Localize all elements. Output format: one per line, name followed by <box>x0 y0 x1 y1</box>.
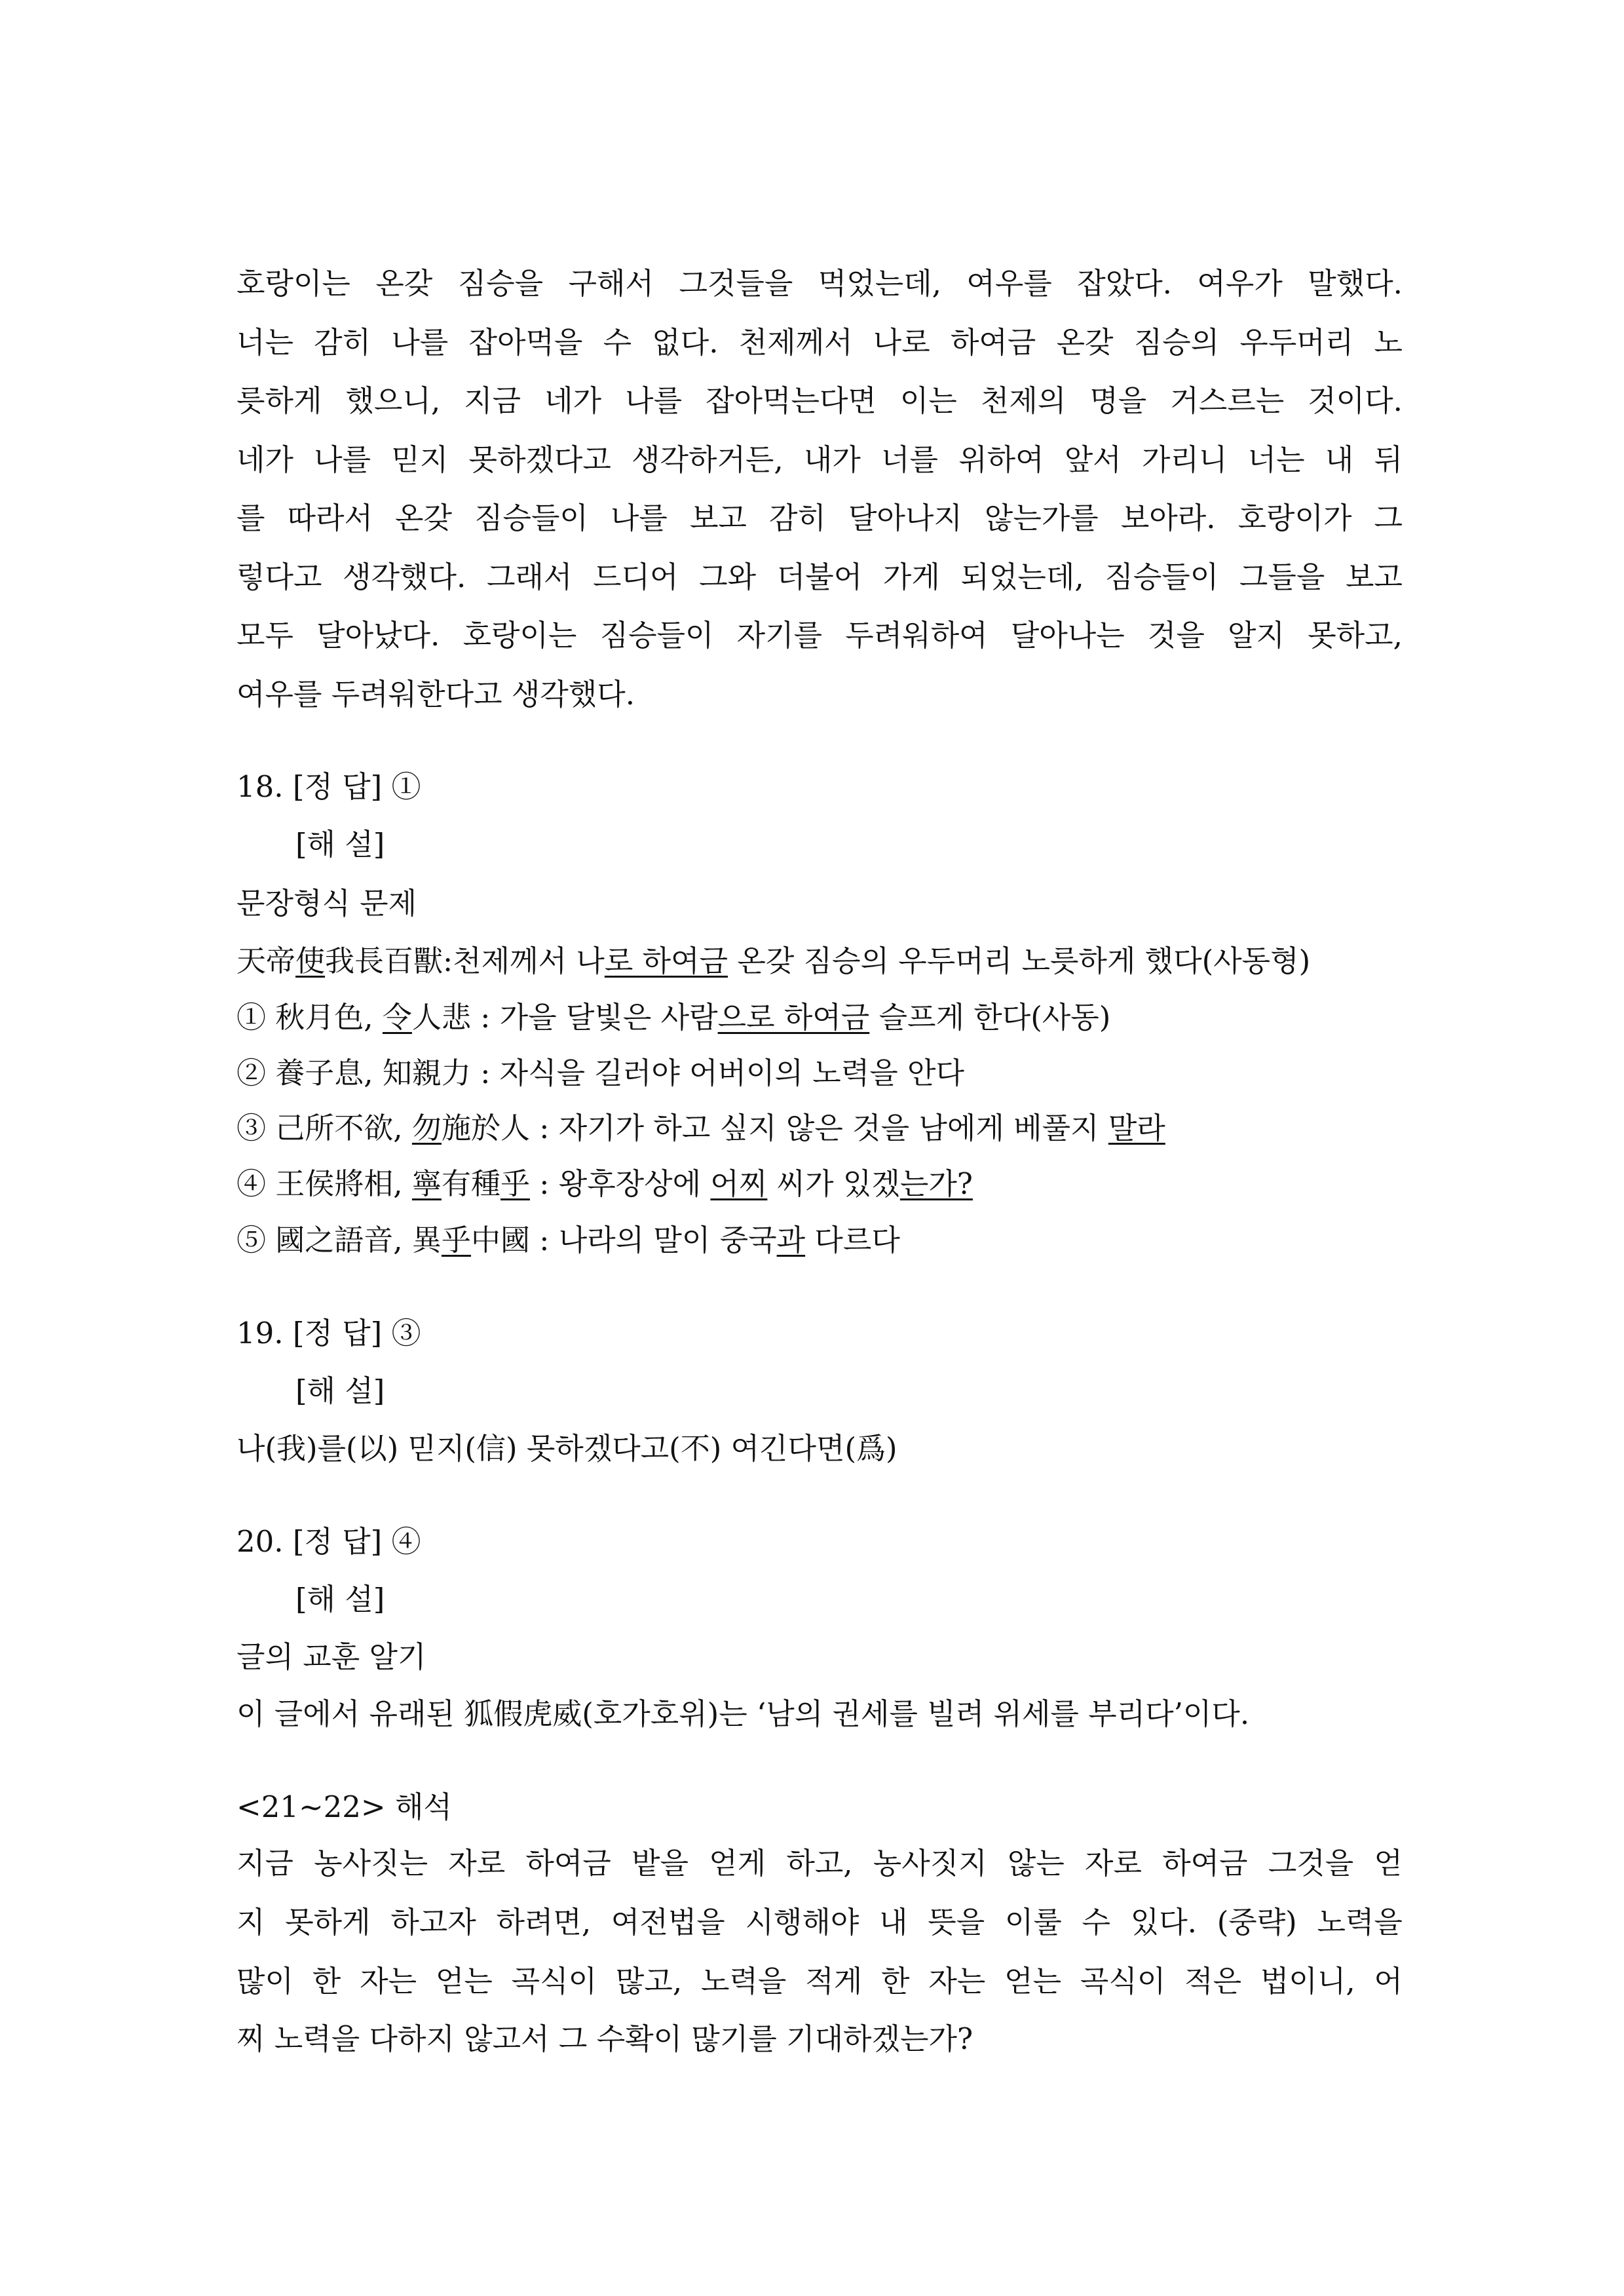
explanation-label: [해 설] <box>295 827 385 862</box>
word: 자로 <box>1085 1846 1142 1881</box>
underlined-text: 말라 <box>1108 1111 1165 1145</box>
word: 명을 <box>1089 383 1147 418</box>
underlined-text: 과 <box>776 1223 806 1257</box>
word: 수 <box>603 325 632 360</box>
translation-line <box>236 1962 1403 2001</box>
word: 얻 <box>1374 1846 1403 1881</box>
word: 잡아먹는다면 <box>706 383 877 418</box>
option-3 <box>236 1109 1165 1148</box>
word: 천제의 <box>980 383 1067 418</box>
word: 이는 <box>899 383 957 418</box>
word: 말했다. <box>1308 266 1403 301</box>
word: 뜻을 <box>928 1905 985 1940</box>
word: 않는가를 <box>984 501 1099 535</box>
word: 거스르는 <box>1170 383 1285 418</box>
word: 농사짓지 <box>873 1846 987 1881</box>
word: 너를 <box>881 442 938 477</box>
word: 하여금 <box>950 325 1036 360</box>
option-1 <box>236 998 1110 1037</box>
text-segment: : 왕후장상에 <box>529 1166 711 1201</box>
word: 위하여 <box>958 442 1044 477</box>
word: 너는 <box>1247 442 1305 477</box>
word: 따라서 <box>287 501 373 535</box>
text-segment: 有種 <box>441 1166 500 1201</box>
word: 모두 <box>236 618 293 653</box>
word: 얻는 <box>1004 1964 1062 1999</box>
word: 보아라. <box>1120 501 1216 535</box>
word: 있다. <box>1130 1905 1197 1940</box>
text-segment: 人悲 : 가을 달빛은 사람 <box>411 1000 718 1035</box>
underlined-text: 使 <box>295 944 326 978</box>
word: 하고자 <box>390 1905 476 1940</box>
word: 어 <box>1374 1964 1403 1999</box>
word: 많고, <box>615 1964 683 1999</box>
word: 나를 <box>610 501 668 535</box>
underlined-text: 寧 <box>411 1166 442 1201</box>
option-4 <box>236 1164 973 1204</box>
text-segment: ④ 王侯將相, <box>236 1166 412 1201</box>
text-segment: ⑤ 國之語音, 異 <box>236 1223 442 1257</box>
word: 지금 <box>464 383 521 418</box>
underlined-text: 勿 <box>411 1111 442 1145</box>
answer-header: 18. [정 답] ① <box>236 769 421 804</box>
word: 생각했다. <box>343 560 466 594</box>
word: 가게 <box>882 560 940 594</box>
word: 천제께서 <box>738 325 853 360</box>
word: 릇하게 <box>236 383 322 418</box>
word: 자는 <box>928 1964 986 1999</box>
word: 많이 <box>236 1964 293 1999</box>
word: 달아나지 <box>848 501 962 535</box>
question-topic: 글의 교훈 알기 <box>236 1639 426 1674</box>
passage-line <box>236 264 1403 303</box>
word: 자는 <box>360 1964 417 1999</box>
word: 앞서 <box>1064 442 1122 477</box>
word: 노력을 <box>1317 1905 1403 1940</box>
option-2 <box>236 1054 964 1093</box>
word: 두려워하여 <box>845 618 988 653</box>
word: 온갖 <box>375 266 433 301</box>
explanation-label: [해 설] <box>295 1373 385 1408</box>
word: 못하게 <box>285 1905 371 1940</box>
text-segment: 中國 : 나라의 말이 중국 <box>470 1223 777 1257</box>
word: 보고 <box>689 501 747 535</box>
passage-line <box>236 616 1403 655</box>
explanation-label: [해 설] <box>295 1582 385 1617</box>
word: 그것을 <box>1268 1846 1354 1881</box>
word: 뒤 <box>1374 442 1403 477</box>
word: 드디어 <box>593 560 679 594</box>
word: 하여금 <box>1162 1846 1248 1881</box>
text-segment: 온갖 짐승의 우두머리 노릇하게 했다(사동형) <box>728 944 1311 978</box>
text-segment: 슬프게 한다(사동) <box>869 1000 1111 1035</box>
word: 여전법을 <box>611 1905 725 1940</box>
text-segment: ③ 己所不欲, <box>236 1111 412 1145</box>
word: 내 <box>879 1905 908 1940</box>
word: 잡아먹을 <box>468 325 583 360</box>
word: 나를 <box>625 383 683 418</box>
word: 것을 <box>1147 618 1205 653</box>
word: 자기를 <box>736 618 823 653</box>
section-heading: <21~22> 해석 <box>236 1789 452 1824</box>
word: 수 <box>1082 1905 1111 1940</box>
word: 감히 <box>768 501 826 535</box>
text-segment: ① 秋月色, <box>236 1000 383 1035</box>
word: 한 <box>881 1964 910 1999</box>
word: 짐승을 <box>457 266 544 301</box>
text-segment: 我長百獸:천제께서 나 <box>325 944 605 978</box>
word: 믿지 <box>391 442 449 477</box>
word: 적게 <box>805 1964 863 1999</box>
word: 자로 <box>448 1846 506 1881</box>
word: 하고, <box>786 1846 853 1881</box>
word: 짐승의 <box>1133 325 1220 360</box>
word: 없다. <box>652 325 719 360</box>
word: 그와 <box>699 560 757 594</box>
word: 렇다고 <box>236 560 322 594</box>
explanation-text: 나(我)를(以) 믿지(信) 못하겠다고(不) 여긴다면(爲) <box>236 1431 897 1466</box>
word: 감히 <box>314 325 371 360</box>
word: 더불어 <box>776 560 863 594</box>
translation-line <box>236 1844 1403 1883</box>
word: 온갖 <box>395 501 452 535</box>
passage-line <box>236 440 1403 480</box>
word: 를 <box>236 501 265 535</box>
underlined-text: 는가? <box>899 1166 973 1201</box>
word: 밭을 <box>632 1846 689 1881</box>
word: 달아나는 <box>1010 618 1125 653</box>
underlined-text: 으로 하여금 <box>717 1000 870 1035</box>
word: 곡식이 <box>1080 1964 1166 1999</box>
word: 우두머리 <box>1239 325 1354 360</box>
passage-line: 여우를 두려워한다고 생각했다. <box>236 677 635 712</box>
passage-line <box>236 381 1403 421</box>
word: 못하겠다고 <box>468 442 611 477</box>
word: 나를 <box>314 442 371 477</box>
word: 내가 <box>803 442 861 477</box>
word: 호랑이는 <box>236 266 350 301</box>
word: 호랑이는 <box>463 618 577 653</box>
text-segment: 施於人 : 자기가 하고 싶지 않은 것을 남에게 베풀지 <box>441 1111 1108 1145</box>
word: 나를 <box>391 325 449 360</box>
word: 호랑이가 <box>1237 501 1352 535</box>
word: 내 <box>1325 442 1354 477</box>
text-segment: 다르다 <box>805 1223 900 1257</box>
word: 하여금 <box>525 1846 611 1881</box>
word: 되었는데, <box>960 560 1084 594</box>
word: 것이다. <box>1308 383 1403 418</box>
text-segment: 天帝 <box>236 944 296 978</box>
word: 시행해야 <box>745 1905 859 1940</box>
example-sentence <box>236 942 1310 981</box>
question-topic: 문장형식 문제 <box>236 886 417 921</box>
passage-line <box>236 558 1403 597</box>
word: 노 <box>1374 325 1403 360</box>
word: 짐승들이 <box>599 618 714 653</box>
option-5 <box>236 1221 900 1260</box>
word: 온갖 <box>1056 325 1114 360</box>
underlined-text: 乎 <box>441 1223 471 1257</box>
word: 나로 <box>873 325 930 360</box>
word: 먹었는데, <box>818 266 941 301</box>
answer-header: 20. [정 답] ④ <box>236 1524 421 1559</box>
word: 않는 <box>1007 1846 1065 1881</box>
word: 그것들을 <box>679 266 793 301</box>
word: 네가 <box>236 442 293 477</box>
word: 했으니, <box>345 383 441 418</box>
word: 잡았다. <box>1077 266 1172 301</box>
word: 너는 <box>236 325 293 360</box>
answer-header: 19. [정 답] ③ <box>236 1316 421 1350</box>
word: 하려면, <box>496 1905 592 1940</box>
word: 한 <box>312 1964 341 1999</box>
word: 그들을 <box>1239 560 1325 594</box>
underlined-text: 乎 <box>500 1166 530 1201</box>
word: 알지 <box>1228 618 1285 653</box>
word: 곡식이 <box>511 1964 597 1999</box>
word: 구해서 <box>568 266 654 301</box>
text-segment: ② 養子息, 知親力 : 자식을 길러야 어버이의 노력을 안다 <box>236 1056 964 1090</box>
word: 이룰 <box>1004 1905 1062 1940</box>
word: (중략) <box>1217 1905 1297 1940</box>
word: 여우를 <box>966 266 1052 301</box>
passage-line <box>236 323 1403 362</box>
word: 짐승들이 <box>474 501 588 535</box>
translation-line <box>236 1903 1403 1942</box>
word: 달아났다. <box>316 618 440 653</box>
word: 농사짓는 <box>314 1846 428 1881</box>
underlined-text: 令 <box>382 1000 412 1035</box>
word: 적은 <box>1184 1964 1242 1999</box>
word: 네가 <box>544 383 602 418</box>
translation-line: 찌 노력을 다하지 않고서 그 수확이 많기를 기대하겠는가? <box>236 2021 973 2056</box>
passage-line <box>236 499 1403 538</box>
underlined-text: 로 하여금 <box>604 944 728 978</box>
word: 여우가 <box>1197 266 1283 301</box>
word: 가리니 <box>1141 442 1228 477</box>
word: 짐승들이 <box>1105 560 1219 594</box>
word: 노력을 <box>700 1964 787 1999</box>
word: 못하고, <box>1308 618 1403 653</box>
word: 보고 <box>1346 560 1403 594</box>
word: 법이니, <box>1260 1964 1355 1999</box>
word: 지금 <box>236 1846 293 1881</box>
underlined-text: 어찌 <box>710 1166 768 1201</box>
word: 생각하거든, <box>632 442 784 477</box>
word: 얻는 <box>435 1964 493 1999</box>
word: 그래서 <box>486 560 573 594</box>
word: 지 <box>236 1905 265 1940</box>
explanation-text: 이 글에서 유래된 狐假虎威(호가호위)는 ‘남의 권세를 빌려 위세를 부리다’이다. <box>236 1696 1250 1731</box>
word: 얻게 <box>709 1846 766 1881</box>
word: 그 <box>1374 501 1403 535</box>
text-segment: 씨가 있겠 <box>767 1166 900 1201</box>
